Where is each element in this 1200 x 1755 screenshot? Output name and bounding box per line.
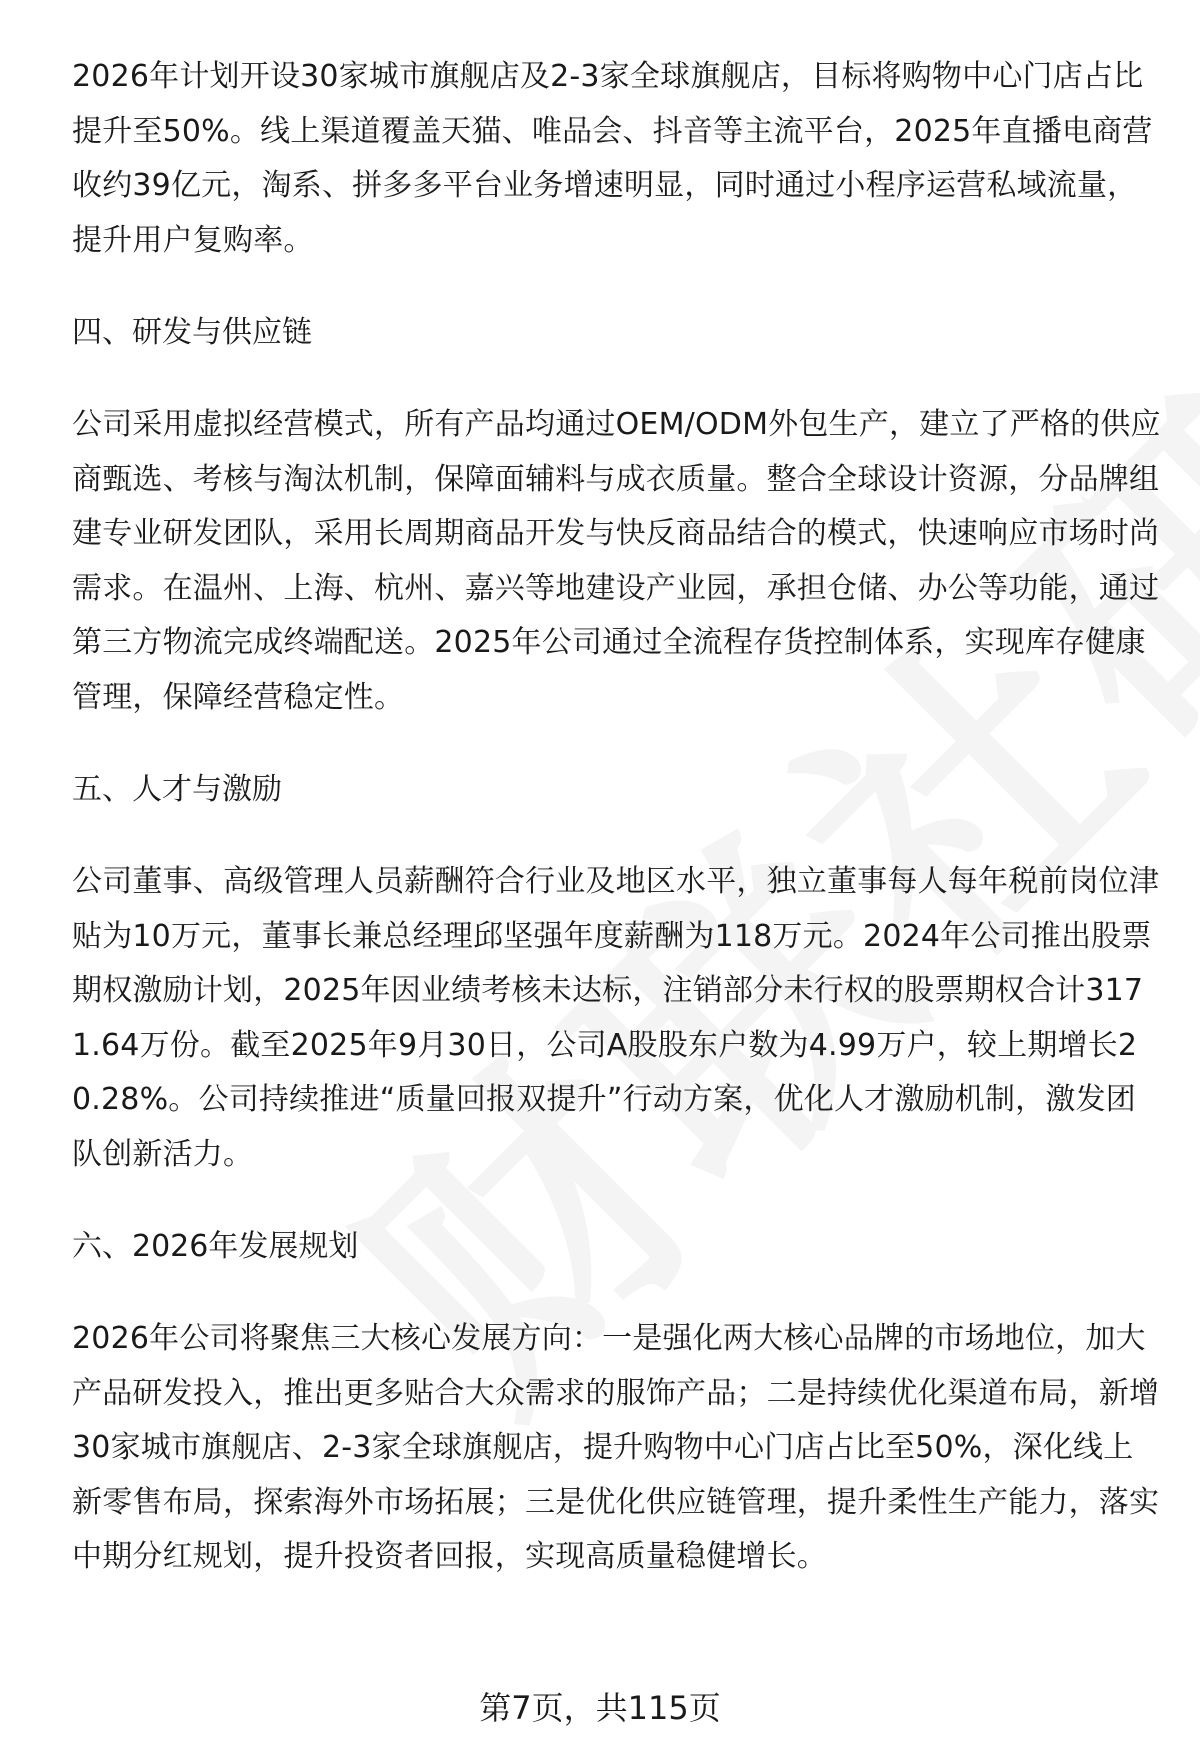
section-heading-plan: 六、2026年发展规划 bbox=[72, 1229, 359, 1264]
section-heading-rd: 四、研发与供应链 bbox=[72, 315, 312, 350]
paragraph-channel: 2026年计划开设30家城市旗舰店及2-3家全球旗舰店，目标将购物中心门店占比提升至50%。线上渠道覆盖天猫、唯品会、抖音等主流平台，2025年直播电商营收约39亿元，淘系、拼多多平台业务增速明显，同时通过小程序运营私域流量，提升用户复购率。 bbox=[72, 59, 1153, 258]
paragraph-talent: 公司董事、高级管理人员薪酬符合行业及地区水平，独立董事每人每年税前岗位津贴为10万元，董事长兼总经理邱坚强年度薪酬为118万元。2024年公司推出股票期权激励计划，2025年因业绩考核未达标，注销部分未行权的股票期权合计3171.64万份。截至2025年9月30日，公司A股股东户数为4.99万户，较上期增长20.28%。公司持续推进“质量回报双提升”行动方案，优化人才激励机制，激发团队创新活力。 bbox=[72, 864, 1160, 1172]
section-heading-talent: 五、人才与激励 bbox=[72, 772, 282, 807]
page-content bbox=[72, 50, 1162, 1623]
paragraph-plan: 2026年公司将聚焦三大核心发展方向：一是强化两大核心品牌的市场地位，加大产品研发投入，推出更多贴合大众需求的服饰产品；二是持续优化渠道布局，新增30家城市旗舰店、2-3家全球旗舰店，提升购物中心门店占比至50%，深化线上新零售布局，探索海外市场拓展；三是优化供应链管理，提升柔性生产能力，落实中期分红规划，提升投资者回报，实现高质量稳健增长。 bbox=[72, 1321, 1160, 1574]
page-number: 第7页，共115页 bbox=[479, 1689, 721, 1727]
paragraph-rd: 公司采用虚拟经营模式，所有产品均通过OEM/ODM外包生产，建立了严格的供应商甄选、考核与淘汰机制，保障面辅料与成衣质量。整合全球设计资源，分品牌组建专业研发团队，采用长周期商品开发与快反商品结合的模式，快速响应市场时尚需求。在温州、上海、杭州、嘉兴等地建设产业园，承担仓储、办公等功能，通过第三方物流完成终端配送。2025年公司通过全流程存货控制体系，实现库存健康管理，保障经营稳定性。 bbox=[72, 407, 1161, 715]
